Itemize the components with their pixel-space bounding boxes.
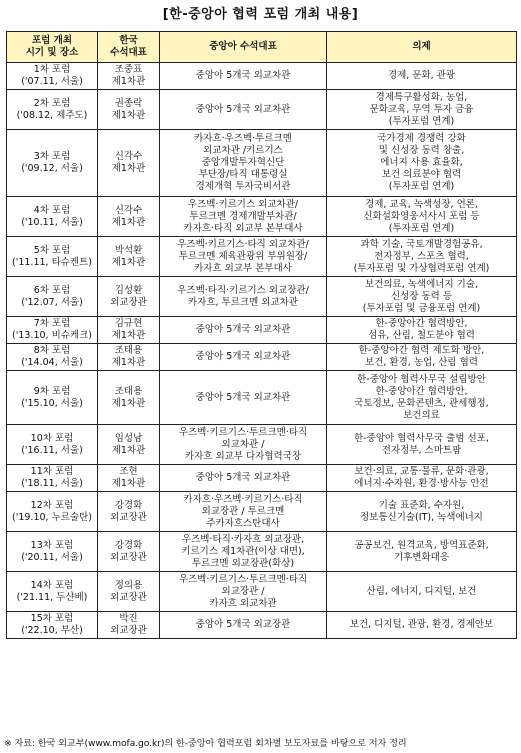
korea-rep-cell-line: 정의용 — [114, 579, 143, 591]
korea-rep-cell — [98, 197, 160, 237]
agenda-cell-line: 보건 의료분야 협력 — [381, 169, 462, 180]
table-row — [7, 317, 517, 344]
korea-rep-cell-line: 조중표 — [114, 64, 143, 75]
ca-rep-cell-line: 외교장관 / 투르크멘 — [201, 505, 285, 517]
header-agenda — [327, 32, 517, 63]
session-cell-line: 13차 포럼 — [30, 539, 74, 551]
session-cell-line: 10차 포럼 — [30, 432, 74, 444]
header-row — [7, 32, 517, 63]
agenda-cell — [327, 572, 517, 612]
agenda-cell — [327, 63, 517, 90]
korea-rep-cell-line: 박석환 — [114, 244, 143, 256]
session-cell-line: ('13.10, 비슈케크) — [12, 330, 92, 341]
korea-rep-cell-line: 강경화 — [114, 539, 143, 551]
session-cell — [7, 492, 98, 532]
ca-rep-cell-line: 키르기스 제1차관(이상 대면), — [181, 545, 305, 557]
ca-rep-cell-line: 외교장관 / — [221, 585, 265, 597]
korea-rep-cell-line: 제1차관 — [111, 216, 146, 228]
session-cell-line: 12차 포럼 — [30, 499, 74, 511]
session-cell-line: 14차 포럼 — [30, 579, 74, 591]
session-cell-line: ('19.10, 누르술탄) — [12, 511, 92, 523]
agenda-cell-line: 산림, 에너지, 디지털, 보건 — [366, 585, 477, 597]
ca-rep-cell-line: 경제개혁 투자국비서관 — [195, 181, 291, 192]
agenda-cell-line: 경제특구활성화, 농업, — [375, 91, 468, 103]
table-row — [7, 277, 517, 317]
korea-rep-cell-line: 권종락 — [114, 97, 143, 109]
agenda-cell-line: (투자포럼 연계) — [388, 115, 455, 127]
agenda-cell-line: 신성장 동력 등 — [390, 290, 453, 302]
session-cell — [7, 277, 98, 317]
agenda-cell — [327, 130, 517, 197]
session-cell-line: ('10.11, 서울) — [21, 216, 83, 228]
agenda-cell-line: 한-중앙아간 협력방안, — [375, 385, 468, 397]
ca-rep-cell-line: 중앙아 5개국 외교차관 — [195, 324, 291, 335]
agenda-cell-line: 섬유, 산림, 철도분야 협력 — [368, 330, 475, 341]
agenda-cell-line: 문화교육, 무역 투자 금융 — [369, 103, 474, 115]
table-row — [7, 237, 517, 277]
korea-rep-cell-line: 조태용 — [114, 385, 143, 397]
agenda-cell — [327, 371, 517, 425]
session-cell — [7, 612, 98, 639]
agenda-cell-line: 과학 기술, 국토개발경험공유, — [360, 238, 483, 250]
session-cell-line: ('11.11, 타슈켄트) — [12, 256, 92, 268]
ca-rep-cell-line: 중앙아 5개국 외교차관 — [195, 391, 291, 403]
agenda-cell-line: 경제, 교육, 녹색성장, 언론, — [365, 198, 478, 210]
session-cell-line: 6차 포럼 — [33, 284, 71, 296]
table-row — [7, 371, 517, 425]
agenda-cell-line: 보건, 디지털, 관광, 환경, 경제안보 — [349, 619, 494, 630]
ca-rep-cell-line: 투르크멘 경제개발부차관/ — [189, 210, 297, 222]
agenda-cell-line: 공공보건, 원격교육, 방역표준화, — [354, 539, 489, 551]
table-row — [7, 197, 517, 237]
agenda-cell-line: 보건의료 — [403, 409, 440, 421]
ca-rep-cell-line: 우즈벡·키르기스·타직 외교차관/ — [177, 238, 309, 250]
header-korea-line: 한국 — [119, 35, 138, 46]
ca-rep-cell-line: 우즈벡·키르기스 외교차관/ — [187, 198, 299, 210]
session-cell-line: 5차 포럼 — [33, 244, 71, 256]
agenda-cell-line: (투자포럼 연계) — [388, 222, 455, 234]
korea-rep-cell — [98, 612, 160, 639]
ca-rep-cell — [160, 197, 327, 237]
agenda-cell-line: 한-중앙아간 협력 제도화 방안, — [358, 345, 485, 356]
table-row — [7, 532, 517, 572]
session-cell — [7, 130, 98, 197]
korea-rep-cell-line: 제1차관 — [111, 444, 146, 456]
session-cell-line: 15차 포럼 — [30, 613, 74, 624]
korea-rep-cell-line: 김규현 — [114, 318, 143, 329]
table-row — [7, 465, 517, 492]
korea-rep-cell-line: 제1차관 — [111, 397, 146, 409]
agenda-cell-line: 보건, 환경, 농업, 산림 협력 — [365, 357, 478, 368]
agenda-cell-line: (투자포럼 연계) — [388, 181, 455, 192]
korea-rep-cell-line: 제1차관 — [111, 330, 146, 341]
session-cell-line: 7차 포럼 — [33, 318, 71, 329]
session-cell — [7, 465, 98, 492]
header-session — [7, 32, 98, 63]
ca-rep-cell-line: 중앙아 5개국 외교차관 — [195, 472, 291, 483]
korea-rep-cell-line: 강경화 — [114, 499, 143, 511]
agenda-cell-line: 신화설화영웅서사시 포럼 등 — [363, 210, 480, 222]
ca-rep-cell-line: 투르크멘 외교장관(화상) — [191, 557, 295, 569]
ca-rep-cell-line: 부단장/타직 대통령실 — [198, 169, 288, 180]
ca-rep-cell — [160, 63, 327, 90]
session-cell — [7, 237, 98, 277]
korea-rep-cell-line: 제1차관 — [111, 76, 146, 87]
agenda-cell-line: 에너지·수자원, 환경·방사능 안전 — [354, 478, 489, 489]
session-cell — [7, 532, 98, 572]
korea-rep-cell — [98, 572, 160, 612]
ca-rep-cell — [160, 492, 327, 532]
korea-rep-cell — [98, 344, 160, 371]
page-title: [한-중앙아 협력 포럼 개최 내용] — [162, 7, 359, 22]
korea-rep-cell — [98, 532, 160, 572]
korea-rep-cell-line: 제1차관 — [111, 256, 146, 268]
session-cell-line: ('14.04, 서울) — [21, 357, 83, 368]
ca-rep-cell — [160, 237, 327, 277]
ca-rep-cell-line: 우즈벡·타직·키르기스 외교장관/ — [177, 284, 309, 296]
korea-rep-cell-line: 제1차관 — [111, 357, 146, 368]
agenda-cell-line: 기후변화대응 — [393, 551, 450, 563]
session-cell-line: ('07.11, 서울) — [21, 76, 83, 87]
header-session-line: 포럼 개최 — [31, 35, 72, 46]
korea-rep-cell-line: 외교장관 — [110, 591, 147, 603]
ca-rep-cell — [160, 90, 327, 130]
table-row — [7, 63, 517, 90]
session-cell — [7, 63, 98, 90]
session-cell — [7, 197, 98, 237]
korea-rep-cell — [98, 277, 160, 317]
korea-rep-cell — [98, 90, 160, 130]
ca-rep-cell-line: 카자흐·우즈벡·투르크멘 — [194, 133, 292, 144]
session-cell-line: ('21.11, 두샨베) — [16, 591, 88, 603]
ca-rep-cell — [160, 612, 327, 639]
ca-rep-cell-line: 외교차관 / — [221, 438, 265, 450]
session-cell-line: ('12.07, 서울) — [21, 296, 83, 308]
ca-rep-cell — [160, 344, 327, 371]
agenda-cell-line: 보건·의료, 교통·물류, 문화·관광, — [354, 466, 489, 477]
session-cell — [7, 371, 98, 425]
agenda-cell — [327, 492, 517, 532]
korea-rep-cell — [98, 465, 160, 492]
korea-rep-cell-line: 외교장관 — [110, 511, 147, 523]
session-cell-line: 8차 포럼 — [33, 345, 71, 356]
korea-rep-cell — [98, 492, 160, 532]
forum-table — [6, 31, 517, 639]
agenda-cell-line: 한-중앙아 협력사무국 출범 선포, — [354, 432, 489, 444]
korea-rep-cell-line: 박진 — [119, 613, 138, 624]
korea-rep-cell-line: 신각수 — [114, 204, 143, 216]
agenda-cell — [327, 344, 517, 371]
table-row — [7, 425, 517, 465]
header-session-line: 시기 및 장소 — [25, 47, 79, 58]
session-cell — [7, 317, 98, 344]
ca-rep-cell-line: 중앙아 5개국 외교차관 — [195, 351, 291, 362]
agenda-cell — [327, 425, 517, 465]
header-ca-rep — [160, 32, 327, 63]
korea-rep-cell-line: 조현 — [119, 466, 138, 477]
session-cell — [7, 425, 98, 465]
agenda-cell-line: 경제, 문화, 관광 — [387, 70, 456, 81]
session-cell-line: 3차 포럼 — [33, 151, 71, 162]
korea-rep-cell — [98, 317, 160, 344]
session-cell-line: 11차 포럼 — [30, 466, 74, 477]
korea-rep-cell-line: 제1차관 — [111, 163, 146, 174]
agenda-cell-line: 한-중앙아 협력사무국 설립방안 — [357, 373, 486, 385]
agenda-cell-line: 한-중앙아간 협력방안, — [375, 318, 468, 329]
table-row — [7, 344, 517, 371]
session-cell — [7, 344, 98, 371]
agenda-cell — [327, 90, 517, 130]
agenda-cell-line: 국토정보, 문화콘텐츠, 관세행정, — [354, 397, 489, 409]
agenda-cell — [327, 317, 517, 344]
session-cell-line: ('22.10, 부산) — [21, 625, 83, 636]
agenda-cell-line: 보건의료, 녹색에너지 기술, — [364, 278, 479, 290]
ca-rep-cell — [160, 572, 327, 612]
agenda-cell-line: 국가경제 경쟁력 강화 — [377, 133, 466, 144]
ca-rep-cell-line: 투르크멘 체육관광위 부위원장/ — [178, 250, 308, 262]
ca-rep-cell-line: 카자흐 외교부 다자협력국장 — [184, 450, 302, 462]
session-cell-line: 1차 포럼 — [33, 64, 71, 75]
ca-rep-cell — [160, 465, 327, 492]
ca-rep-cell-line: 카자흐 외교차관 — [209, 597, 277, 609]
table-row — [7, 90, 517, 130]
agenda-cell — [327, 532, 517, 572]
agenda-cell-line: 에너지 사용 효율화, — [380, 157, 463, 168]
korea-rep-cell-line: 제1차관 — [111, 478, 146, 489]
ca-rep-cell — [160, 130, 327, 197]
korea-rep-cell-line: 신각수 — [114, 151, 143, 162]
korea-rep-cell — [98, 130, 160, 197]
session-cell — [7, 90, 98, 130]
ca-rep-cell-line: 중앙아 5개국 외교장관 — [195, 619, 291, 630]
agenda-cell-line: 및 신성장 동력 창출, — [378, 145, 465, 156]
ca-rep-cell-line: 외교차관 /키르기스 — [203, 145, 283, 156]
agenda-cell — [327, 612, 517, 639]
ca-rep-cell — [160, 532, 327, 572]
ca-rep-cell-line: 카자흐·타직 외교부 본부대사 — [183, 222, 303, 234]
ca-rep-cell-line: 우즈벡·타직·카자흐 외교장관, — [181, 533, 305, 545]
header-korea-rep — [98, 32, 160, 63]
session-cell-line: ('09.12, 서울) — [21, 163, 83, 174]
ca-rep-cell-line: 중앙아 5개국 외교차관 — [195, 103, 291, 115]
session-cell-line: 9차 포럼 — [33, 385, 71, 397]
table-row — [7, 130, 517, 197]
session-cell — [7, 572, 98, 612]
ca-rep-cell — [160, 277, 327, 317]
korea-rep-cell — [98, 237, 160, 277]
ca-rep-cell-line: 주카자흐스탄대사 — [206, 517, 280, 529]
korea-rep-cell-line: 외교장관 — [110, 551, 147, 563]
agenda-cell — [327, 237, 517, 277]
korea-rep-cell-line: 제1차관 — [111, 109, 146, 121]
header-agenda-line: 의제 — [412, 41, 431, 52]
session-cell-line: ('15.10, 서울) — [21, 397, 83, 409]
korea-rep-cell — [98, 425, 160, 465]
agenda-cell-line: 기술 표준화, 수자원, — [378, 499, 465, 511]
session-cell-line: ('08.12, 제주도) — [16, 109, 88, 121]
agenda-cell — [327, 465, 517, 492]
agenda-cell — [327, 277, 517, 317]
ca-rep-cell-line: 우즈벡·키르기스·투르크멘·타직 — [178, 573, 308, 585]
ca-rep-cell — [160, 371, 327, 425]
agenda-cell — [327, 197, 517, 237]
ca-rep-cell — [160, 317, 327, 344]
korea-rep-cell — [98, 63, 160, 90]
ca-rep-cell — [160, 425, 327, 465]
korea-rep-cell-line: 임성남 — [114, 432, 143, 444]
korea-rep-cell — [98, 371, 160, 425]
ca-rep-cell-line: 카자흐·우즈벡·키르기스·타직 — [183, 493, 303, 505]
korea-rep-cell-line: 김성환 — [114, 284, 143, 296]
korea-rep-cell-line: 조태용 — [114, 345, 143, 356]
ca-rep-cell-line: 우즈벡·키르기스·투르크멘·타직 — [178, 426, 308, 438]
agenda-cell-line: (투자포럼 및 가상협력포럼 연계) — [353, 262, 490, 274]
agenda-cell-line: 정보통신기술(IT), 녹색에너지 — [359, 511, 483, 523]
source-footnote: ※ 자료: 한국 외교부(www.mofa.go.kr)의 한-중앙아 협력포럼 회차별 보도자료를 바탕으로 저자 정리 — [4, 738, 407, 749]
agenda-cell-line: 전자정부, 스마트팜 — [381, 444, 462, 456]
header-korea-line: 수석대표 — [110, 47, 147, 58]
korea-rep-cell-line: 외교장관 — [110, 296, 147, 308]
session-cell-line: ('16.11, 서울) — [21, 444, 83, 456]
agenda-cell-line: 전자정부, 스포츠 협력, — [374, 250, 469, 262]
agenda-cell-line: (투자포럼 및 금융포럼 연계) — [362, 302, 481, 314]
header-ca-line: 중앙아 수석대표 — [209, 41, 277, 52]
ca-rep-cell-line: 카자흐, 투르크멘 외교차관 — [187, 296, 298, 308]
table-row — [7, 612, 517, 639]
session-cell-line: ('20.11, 서울) — [21, 551, 83, 563]
korea-rep-cell-line: 외교장관 — [110, 625, 147, 636]
ca-rep-cell-line: 중앙개발투자혁신단 — [201, 157, 285, 168]
table-row — [7, 492, 517, 532]
session-cell-line: 2차 포럼 — [33, 97, 71, 109]
session-cell-line: 4차 포럼 — [33, 204, 71, 216]
ca-rep-cell-line: 중앙아 5개국 외교차관 — [195, 70, 291, 81]
table-row — [7, 572, 517, 612]
ca-rep-cell-line: 카자흐 외교부 본부대사 — [194, 262, 292, 274]
session-cell-line: ('18.11, 서울) — [21, 478, 83, 489]
